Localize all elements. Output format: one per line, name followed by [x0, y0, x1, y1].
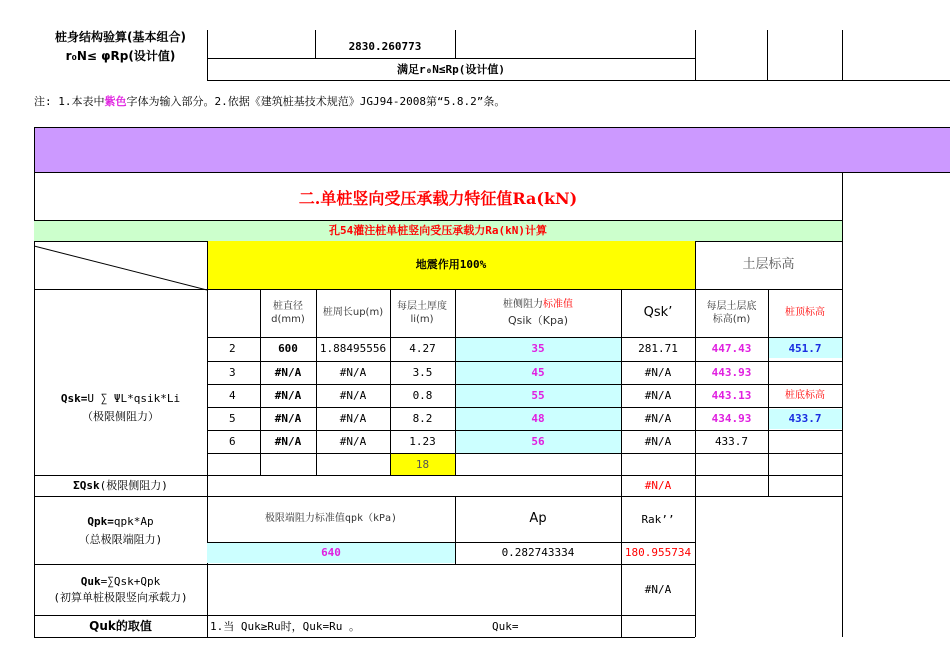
- row-perimeter: #N/A: [339, 412, 367, 426]
- top-left-label: [34, 30, 207, 78]
- qpk-std-value: 640: [321, 546, 341, 560]
- quk-take-label: Quk的取值: [89, 619, 152, 633]
- col-diam-1: 桩直径: [273, 301, 303, 312]
- row-diameter: #N/A: [274, 435, 302, 449]
- row-index: 4: [229, 389, 236, 403]
- sum-qsk-value: #N/A: [644, 479, 672, 493]
- row-perimeter: #N/A: [339, 389, 367, 403]
- row-qsk: 281.71: [638, 342, 678, 356]
- top-satisfy: 满足r₀N≤Rp(设计值): [397, 63, 505, 77]
- row-index: 5: [229, 412, 236, 426]
- quk-take-tail: Quk=: [492, 619, 519, 633]
- note: [34, 92, 505, 112]
- purple-band: [34, 127, 950, 172]
- section-title: 二.单桩竖向受压承载力特征值Ra(kN): [298, 189, 578, 208]
- qpk-desc: （总极限端阻力): [78, 532, 163, 546]
- row-qsik: 35: [531, 342, 545, 356]
- row-diameter: 600: [278, 342, 298, 356]
- row-perimeter: #N/A: [339, 366, 367, 380]
- ap-label: Ap: [529, 511, 547, 527]
- col-top-header: 桩顶标高: [785, 307, 825, 319]
- quk-label: [34, 565, 207, 615]
- col-fric-2: Qsik（Kpa): [507, 314, 569, 328]
- row-bottom-elev: 443.13: [711, 389, 752, 403]
- qpk-bold: Qpk=: [87, 514, 114, 528]
- quk-rest: =∑Qsk+Qpk: [100, 575, 161, 589]
- row-qsk: #N/A: [644, 366, 672, 380]
- row-bottom-elev: 443.93: [711, 366, 752, 380]
- row-qsik: 55: [531, 389, 545, 403]
- col-diam-2: d(mm): [271, 313, 305, 325]
- row-index: 6: [229, 435, 236, 449]
- rak-label: Rak’’: [641, 512, 675, 526]
- qsk-formula-bold: Qsk=: [60, 391, 88, 405]
- sum-qsk-bold: ΣQsk: [73, 479, 100, 493]
- quk-bold: Quk: [80, 575, 101, 589]
- row-diameter: #N/A: [274, 412, 302, 426]
- row-index: 3: [229, 366, 236, 380]
- row-right: 451.7: [788, 342, 822, 356]
- qsk-label: [34, 340, 207, 475]
- note-suffix: 字体为输入部分。2.依据《建筑桩基技术规范》JGJ94-2008第“5.8.2”条。: [126, 95, 506, 109]
- row-thickness: 8.2: [412, 412, 433, 426]
- row-qsk: #N/A: [644, 389, 672, 403]
- row-bottom-elev: 447.43: [711, 342, 752, 356]
- section-subtitle: 孔54灌注桩单桩竖向受压承载力Ra(kN)计算: [329, 223, 547, 237]
- row-right: 桩底标高: [785, 389, 825, 401]
- seismic-label: 地震作用100%: [415, 258, 487, 272]
- quk-value: #N/A: [644, 583, 672, 597]
- top-left-label-1: 桩身结构验算(基本组合): [55, 30, 186, 44]
- col-fric-std: 标准值: [543, 298, 573, 310]
- row-qsk: #N/A: [644, 412, 672, 426]
- row-thickness: 0.8: [412, 389, 433, 403]
- col-bottom-header: [695, 290, 768, 337]
- row-qsik: 56: [531, 435, 545, 449]
- col-fric-1: 桩侧阻力: [503, 298, 543, 310]
- rak-value: 180.955734: [624, 546, 692, 560]
- row-bottom-elev: 434.93: [711, 412, 752, 426]
- row-diameter: #N/A: [274, 389, 302, 403]
- col-thick-2: li(m): [410, 313, 434, 325]
- col-thick-header: [390, 290, 454, 337]
- quk-desc: (初算单桩极限竖向承载力): [53, 591, 188, 604]
- sum-qsk-label: [34, 476, 207, 496]
- col-fric-header: [455, 290, 621, 337]
- row-right: [768, 362, 842, 384]
- col-bottom-2: 标高(m): [712, 313, 751, 325]
- row-thickness: 4.27: [409, 342, 436, 356]
- soil-elev-label: 土层标高: [742, 256, 795, 272]
- row-qsk: #N/A: [644, 435, 672, 449]
- row-thickness: 1.23: [409, 435, 436, 449]
- col-bottom-1: 每层土层底: [706, 301, 757, 312]
- note-prefix: 注: 1.本表中: [34, 95, 105, 109]
- corner-diagonal: [34, 241, 207, 291]
- col-diam-header: [260, 290, 316, 337]
- row-perimeter: 1.88495556: [319, 342, 387, 356]
- row-perimeter: #N/A: [339, 435, 367, 449]
- qpk-rest: qpk*Ap: [113, 514, 154, 528]
- row-right: [768, 431, 842, 453]
- row-diameter: #N/A: [274, 366, 302, 380]
- qpk-std-label: 极限端阻力标准值qpk（kPa): [264, 513, 398, 525]
- quk-take-text: 1.当 Quk≥Ru时，Quk=Ru 。: [210, 619, 360, 633]
- row-right: 433.7: [788, 412, 822, 426]
- col-qsk-header: Qsk’: [643, 305, 673, 321]
- row-index: 2: [229, 342, 236, 356]
- qsk-desc: （极限侧阻力）: [82, 409, 159, 423]
- top-left-label-2: r₀N≤ φRp(设计值): [65, 49, 176, 63]
- ap-value: 0.282743334: [501, 546, 575, 560]
- row-bottom-elev: 433.7: [714, 435, 749, 449]
- li-total: 18: [415, 457, 430, 471]
- top-value: 2830.260773: [348, 40, 422, 54]
- row-thickness: 3.5: [412, 366, 433, 380]
- qpk-label: [34, 497, 207, 564]
- sum-qsk-rest: (极限侧阻力): [99, 479, 168, 493]
- row-qsik: 45: [531, 366, 545, 380]
- qsk-formula-rest: U ∑ ΨL*qsik*Li: [87, 391, 181, 405]
- col-perim-header: 桩周长up(m): [322, 307, 384, 319]
- note-purple-word: 紫色: [104, 95, 127, 109]
- col-thick-1: 每层土厚度: [397, 301, 447, 312]
- row-qsik: 48: [531, 412, 545, 426]
